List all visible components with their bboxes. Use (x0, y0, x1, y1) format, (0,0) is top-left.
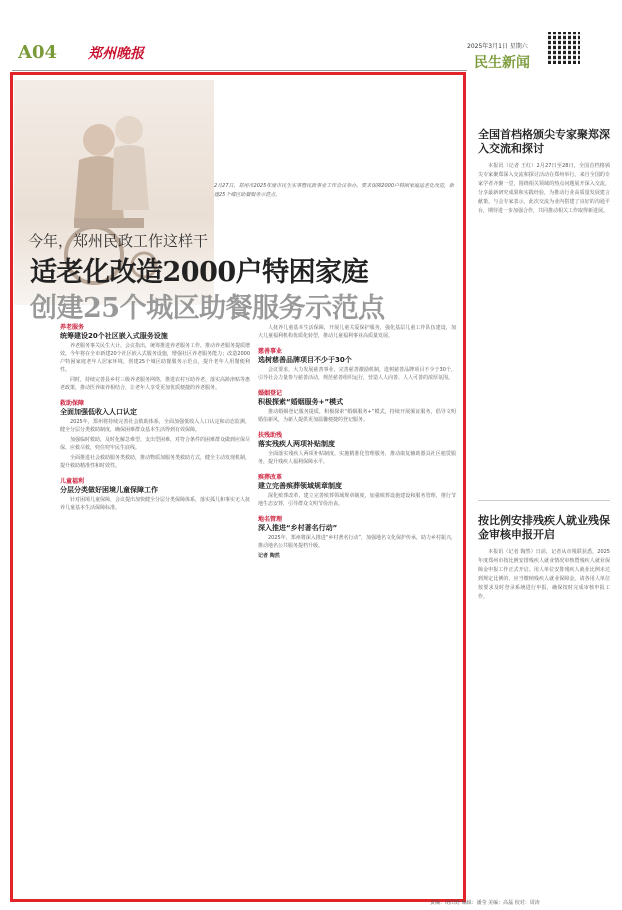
article-column-2 (258, 324, 456, 560)
paragraph: 人抚养儿童基本生活保障，开展儿童关爱保护服务，强化基层儿童工作队伍建设，加大儿童福利机构优质化转型，推动儿童福利事业高质量发展。 (258, 325, 456, 339)
issue-date: 2025年3月1日 星期六 (467, 43, 528, 50)
section-heading: 落实残疾人两项补贴制度 (258, 440, 335, 448)
paragraph: 全面推进社会救助服务类救助，推动物质加服务类救助方式，健全主动发现机制，提升救助精准性和时效性。 (60, 455, 251, 469)
paper-logo: 郑州晚报 (88, 46, 144, 62)
section-heading: 全面加强低收入人口认定 (60, 408, 137, 416)
headline-sub: 创建25个城区助餐服务示范点 (30, 293, 385, 324)
paragraph: 2025年，郑州将持续完善社会救助体系，全面加强低收入人口认定和动态监测，健全分层分类救助制度，确保困难群众基本生活得到有效保障。 (60, 419, 250, 433)
section-tag: 慈善事业 (258, 348, 283, 355)
sidebar-article-1 (478, 128, 610, 216)
headline-main: 适老化改造2000户特困家庭 (30, 257, 369, 288)
paragraph: 推动婚姻登记服务提质，积极探索“婚姻服务+”模式，持续开展颁证服务，倡导文明婚俗新风，为新人提供更加温馨便捷的登记服务。 (258, 409, 456, 423)
header-rule (12, 70, 467, 71)
section-heading: 统筹建设20个社区嵌入式服务设施 (60, 332, 168, 340)
sidebar-divider (478, 500, 610, 501)
section-tag: 地名管理 (258, 516, 283, 523)
paragraph: 针对困境儿童保障，会议提出加快健全分层分类保障体系，落实孤儿和事实无人抚养儿童基本生活保障标准。 (60, 497, 251, 511)
page-code: A04 (18, 42, 58, 63)
hero-caption: 2月27日，郑州市2025年度市民生实事暨民政事业工作会议举办，要求保障2000户特困家庭适老化改造，新建25个城区助餐服务示范点。 (214, 183, 454, 198)
sidebar-article-2 (478, 514, 610, 602)
section-heading: 深入推进“乡村著名行动” (258, 524, 338, 532)
sidebar-headline: 按比例安排残疾人就业残保金审核申报开启 (478, 514, 610, 541)
section-heading: 建立完善殡葬领域规章制度 (258, 482, 342, 490)
paragraph: 全面落实残疾人两项补贴制度，实施精准化管理服务，推动康复辅助器具社区租赁服务，提升残疾人福利保障水平。 (258, 451, 456, 465)
section-tag: 儿童福利 (60, 478, 85, 485)
section-tag: 殡葬改革 (258, 474, 283, 481)
section-heading: 选树慈善品牌项目不少于30个 (258, 356, 352, 364)
section-tag: 婚姻登记 (258, 390, 283, 397)
qr-code-icon (548, 32, 580, 64)
paragraph: 会议要求，大力发展慈善事业，完善慈善激励机制，选树慈善品牌项目不少于30个，引导社会力量参与慈善活动，规范慈善组织运行，营造人人向善、人人可善的浓厚氛围。 (258, 367, 456, 381)
section-heading: 分层分类做好困境儿童保障工作 (60, 486, 158, 494)
paragraph: 养老服务事关民生大计。会议指出，统筹推进养老服务工作，推动养老服务提质增效。今年将在全市新建20个社区嵌入式服务设施，增强社区养老服务能力；改造2000户特困家庭老年人居家环境，创建25个城区助餐服务示范点，提升老年人用餐便利性。 (60, 343, 251, 373)
article-column-1 (60, 324, 250, 514)
paragraph: 同时，持续完善县乡村三级养老服务网络，推进农村互助养老，落实高龄津贴等惠老政策，推动医养康养相结合，让老年人享受更加优质便捷的养老服务。 (60, 377, 251, 391)
sidebar-headline: 全国首档格颁尖专家聚郑深入交流和探讨 (478, 128, 610, 155)
section-title: 民生新闻 (474, 55, 530, 71)
page-footer-credits: 责编：胡田野 编辑：潘莹 美编：高磊 校对：周涛 (430, 900, 540, 906)
paragraph: 2025年，郑州将深入推进“乡村著名行动”，加强地名文化保护传承，助力乡村振兴，推动地名公共服务提档升级。 (258, 535, 456, 549)
sidebar-paragraph: 本报讯（记者 陶然）日前，记者从市残联获悉，2025年度郑州市按比例安排残疾人就业情况审核暨残疾人就业保障金申报工作正式开启。用人单位安排残疾人就业比例未达到规定比例的，应当缴纳残疾人就业保障金。请各用人单位按要求及时登录系统进行申报，确保按时完成审核申报工作。 (478, 549, 610, 600)
section-heading: 积极探索“婚姻服务+”模式 (258, 398, 344, 406)
section-tag: 养老服务 (60, 324, 85, 331)
section-tag: 扶残助残 (258, 432, 283, 439)
section-tag: 救助保障 (60, 400, 85, 407)
byline: 记者 陶然 (258, 553, 280, 559)
paragraph: 深化殡葬改革，建立完善殡葬领域规章制度，加强殡葬设施建设和服务管理，推行节地生态安葬，引导群众文明节俭治丧。 (258, 493, 456, 507)
paragraph: 加强临时救助，及时化解急难型、支出型困难，对符合条件的困难群众做到应保尽保、应救尽救，兜住兜牢民生底线。 (60, 437, 251, 451)
headline-kicker: 今年，郑州民政工作这样干 (28, 232, 209, 250)
sidebar-paragraph: 本报讯（记者 王红）2月27日至28日，全国首档格颁尖专家聚郑深入交流和探讨活动在郑州举行。来自全国的专家学者齐聚一堂，围绕相关领域的热点问题展开深入交流，分享最新研究成果和实践经验，为推动行业高质量发展建言献策。与会专家表示，此次交流为业内搭建了良好的沟通平台，期待进一步加强合作，共同推动相关工作取得新进展。 (478, 163, 610, 214)
